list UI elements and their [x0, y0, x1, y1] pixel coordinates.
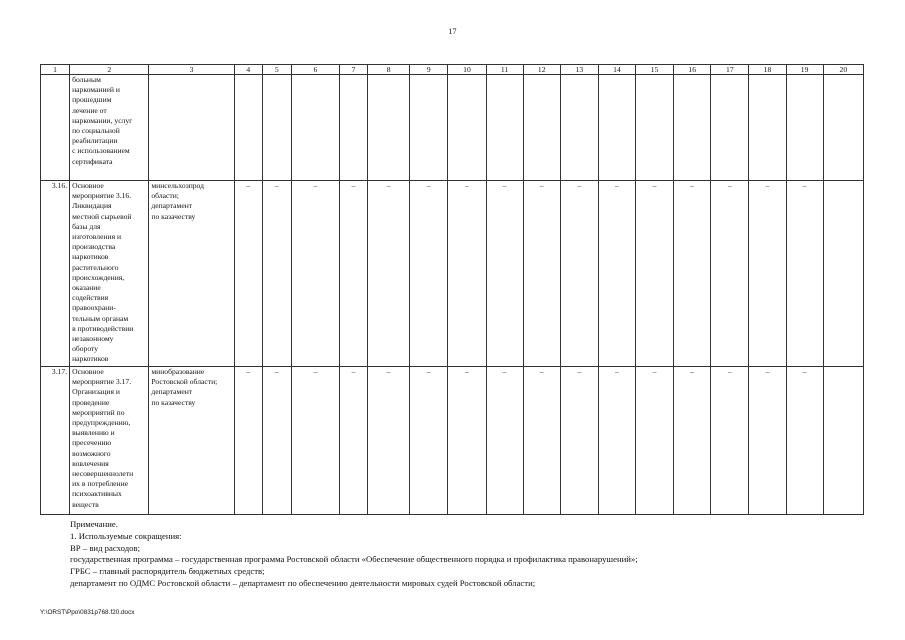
value-cell	[523, 75, 560, 181]
value-cell: –	[786, 367, 823, 515]
notes-section	[70, 519, 870, 590]
header-cell: 3	[149, 65, 234, 75]
value-cell: –	[749, 181, 786, 367]
value-cell: –	[786, 181, 823, 367]
notes-line: ВР – вид расходов;	[70, 542, 140, 553]
value-cell	[410, 75, 448, 181]
header-cell: 17	[711, 65, 749, 75]
value-cell: –	[448, 367, 486, 515]
value-cell	[262, 75, 291, 181]
value-cell: –	[234, 181, 262, 367]
value-cell: –	[598, 367, 635, 515]
value-cell: –	[711, 181, 749, 367]
notes-line: департамент по ОДМС Ростовской области – департамент по обеспечению деятельности мировых судей Ростовской области;	[70, 577, 536, 588]
value-cell	[448, 75, 486, 181]
header-cell: 6	[291, 65, 339, 75]
row-number-cell: 3.17.	[41, 367, 70, 515]
value-cell: –	[262, 181, 291, 367]
header-cell: 4	[234, 65, 262, 75]
header-cell: 18	[749, 65, 786, 75]
value-cell	[234, 75, 262, 181]
row-number-cell	[41, 75, 70, 181]
header-cell: 14	[598, 65, 635, 75]
value-cell	[674, 75, 711, 181]
value-cell	[486, 75, 523, 181]
executor-cell	[149, 75, 234, 181]
value-cell: –	[486, 367, 523, 515]
value-cell: –	[711, 367, 749, 515]
value-cell: –	[486, 181, 523, 367]
executor-cell: минобразование Ростовской области; департамент по казачеству	[149, 367, 234, 515]
value-cell	[560, 75, 598, 181]
value-cell: –	[368, 367, 410, 515]
notes-line: 1. Используемые сокращения:	[70, 530, 182, 541]
header-cell: 19	[786, 65, 823, 75]
value-cell	[291, 75, 339, 181]
header-cell: 20	[823, 65, 863, 75]
value-cell: –	[560, 367, 598, 515]
value-cell	[636, 75, 674, 181]
activity-name-cell: Основное мероприятие 3.16. Ликвидация местной сырьевой базы для изготовления и производства наркотиков растительного происхождения, оказание содействия правоохрани- тельным органам в противодействии незаконному обороту наркотиков	[70, 181, 149, 367]
header-cell: 8	[368, 65, 410, 75]
header-cell: 10	[448, 65, 486, 75]
value-cell: –	[523, 181, 560, 367]
notes-title: Примечание.	[70, 519, 118, 529]
value-cell	[823, 367, 863, 515]
value-cell: –	[291, 367, 339, 515]
header-cell: 12	[523, 65, 560, 75]
row-number-cell: 3.16.	[41, 181, 70, 367]
header-cell: 11	[486, 65, 523, 75]
header-cell: 5	[262, 65, 291, 75]
value-cell: –	[262, 367, 291, 515]
header-cell: 9	[410, 65, 448, 75]
data-table	[40, 64, 864, 515]
header-cell: 7	[340, 65, 368, 75]
value-cell: –	[410, 367, 448, 515]
page-number: 17	[448, 27, 457, 36]
value-cell: –	[523, 367, 560, 515]
value-cell: –	[598, 181, 635, 367]
value-cell	[749, 75, 786, 181]
value-cell: –	[340, 367, 368, 515]
header-cell: 16	[674, 65, 711, 75]
table-row	[41, 181, 864, 367]
activity-name-cell: больным наркоманией и прошедшим лечение от наркомании, услуг по социальной реабилитации с использованием сертификата	[70, 75, 149, 181]
value-cell: –	[674, 181, 711, 367]
value-cell	[598, 75, 635, 181]
value-cell: –	[291, 181, 339, 367]
table-row	[41, 367, 864, 515]
value-cell: –	[636, 367, 674, 515]
value-cell: –	[368, 181, 410, 367]
value-cell: –	[674, 367, 711, 515]
value-cell: –	[340, 181, 368, 367]
value-cell: –	[234, 367, 262, 515]
value-cell	[711, 75, 749, 181]
value-cell: –	[410, 181, 448, 367]
header-cell: 13	[560, 65, 598, 75]
activity-name-cell: Основное мероприятие 3.17. Организация и проведение мероприятий по предупреждению, выявлению и пресечению возможного вовлечения несовершеннолетн их в потребление психоактивных веществ	[70, 367, 149, 515]
value-cell: –	[636, 181, 674, 367]
header-cell: 15	[636, 65, 674, 75]
value-cell: –	[448, 181, 486, 367]
value-cell	[340, 75, 368, 181]
executor-cell: минсельхозпрод области; департамент по казачеству	[149, 181, 234, 367]
value-cell: –	[749, 367, 786, 515]
value-cell	[786, 75, 823, 181]
file-path-footer: Y:\ORST\Ppo\0831p768.f20.docx	[40, 609, 135, 616]
header-row	[41, 65, 864, 75]
notes-line: ГРБС – главный распорядитель бюджетных средств;	[70, 566, 265, 577]
header-cell: 1	[41, 65, 70, 75]
value-cell: –	[560, 181, 598, 367]
value-cell	[368, 75, 410, 181]
notes-line: государственная программа – государственная программа Ростовской области «Обеспечение общественного порядка и профилактика правонарушений»;	[70, 554, 638, 565]
value-cell	[823, 75, 863, 181]
table-row	[41, 75, 864, 181]
value-cell	[823, 181, 863, 367]
header-cell: 2	[70, 65, 149, 75]
